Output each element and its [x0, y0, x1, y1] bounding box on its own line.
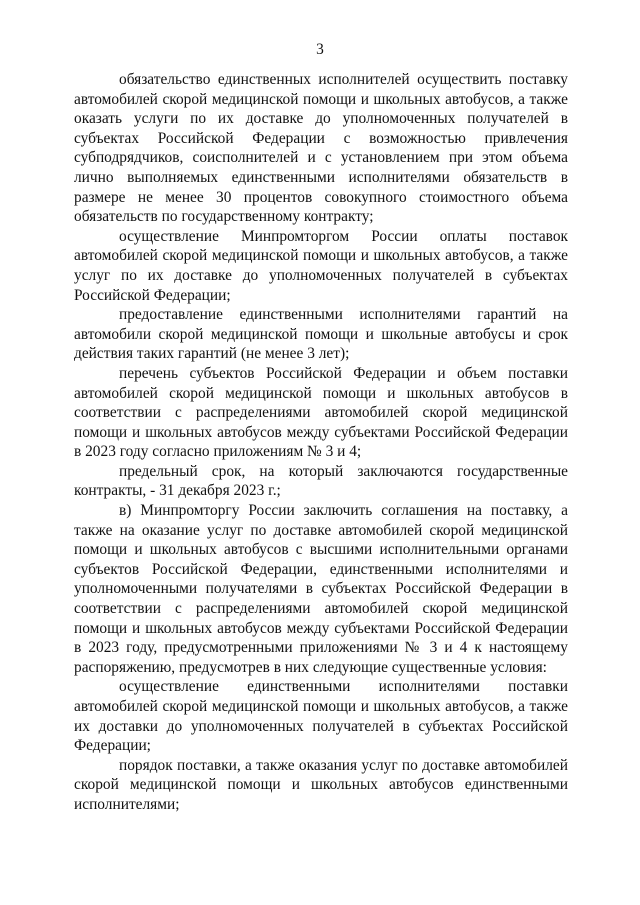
paragraph-item-v-agreements: в) Минпромторгу России заключить соглашения на поставку, а также на оказание услуг по доставке автомобилей скорой медицинской помощи и школьных автобусов с высшими исполнительными органами субъектов Российской Федерации, единственными исполнителями и уполномоченными получателями в субъектах Российской Федерации в соответствии с распределениями автомобилей скорой медицинской помощи и школьных автобусов между субъектами Российской Федерации в 2023 году, предусмотренными приложениями № 3 и 4 к настоящему распоряжению, предусмотрев в них следующие существенные условия: [74, 502, 568, 676]
paragraph-supply-execution: осуществление единственными исполнителями поставки автомобилей скорой медицинской помощи и школьных автобусов, а также их доставки до уполномоченных получателей в субъектах Российской Федерации; [74, 678, 568, 755]
paragraph-payment: осуществление Минпромторгом России оплаты поставок автомобилей скорой медицинской помощи и школьных автобусов, а также услуг по их доставке до уполномоченных получателей в субъектах Российской Федерации; [74, 227, 568, 304]
paragraph-deadline: предельный срок, на который заключаются государственные контракты, - 31 декабря 2023 г.; [74, 462, 568, 500]
paragraph-guarantees: предоставление единственными исполнителями гарантий на автомобили скорой медицинской помощи и школьные автобусы и срок действия таких гарантий (не менее 3 лет); [74, 306, 568, 363]
paragraph-regions-list: перечень субъектов Российской Федерации и объем поставки автомобилей скорой медицинской помощи и школьных автобусов в соответствии с распределениями автомобилей скорой медицинской помощи и школьных автобусов между субъектами Российской Федерации в 2023 году согласно приложениям № 3 и 4; [74, 364, 568, 461]
paragraph-supply-procedure: порядок поставки, а также оказания услуг по доставке автомобилей скорой медицинской помощи и школьных автобусов единственными исполнителями; [74, 756, 568, 813]
page-number: 3 [316, 41, 324, 58]
paragraph-obligation-delivery: обязательство единственных исполнителей осуществить поставку автомобилей скорой медицинской помощи и школьных автобусов, а также оказать услуги по их доставке до уполномоченных получателей в субъектах Российской Федерации с возможностью привлечения субподрядчиков, соисполнителей и с установлением при этом объема лично выполняемых единственными исполнителями обязательств в размере не менее 30 процентов совокупного стоимостного объема обязательств по государственному контракту; [74, 71, 568, 226]
document-body [74, 70, 568, 815]
